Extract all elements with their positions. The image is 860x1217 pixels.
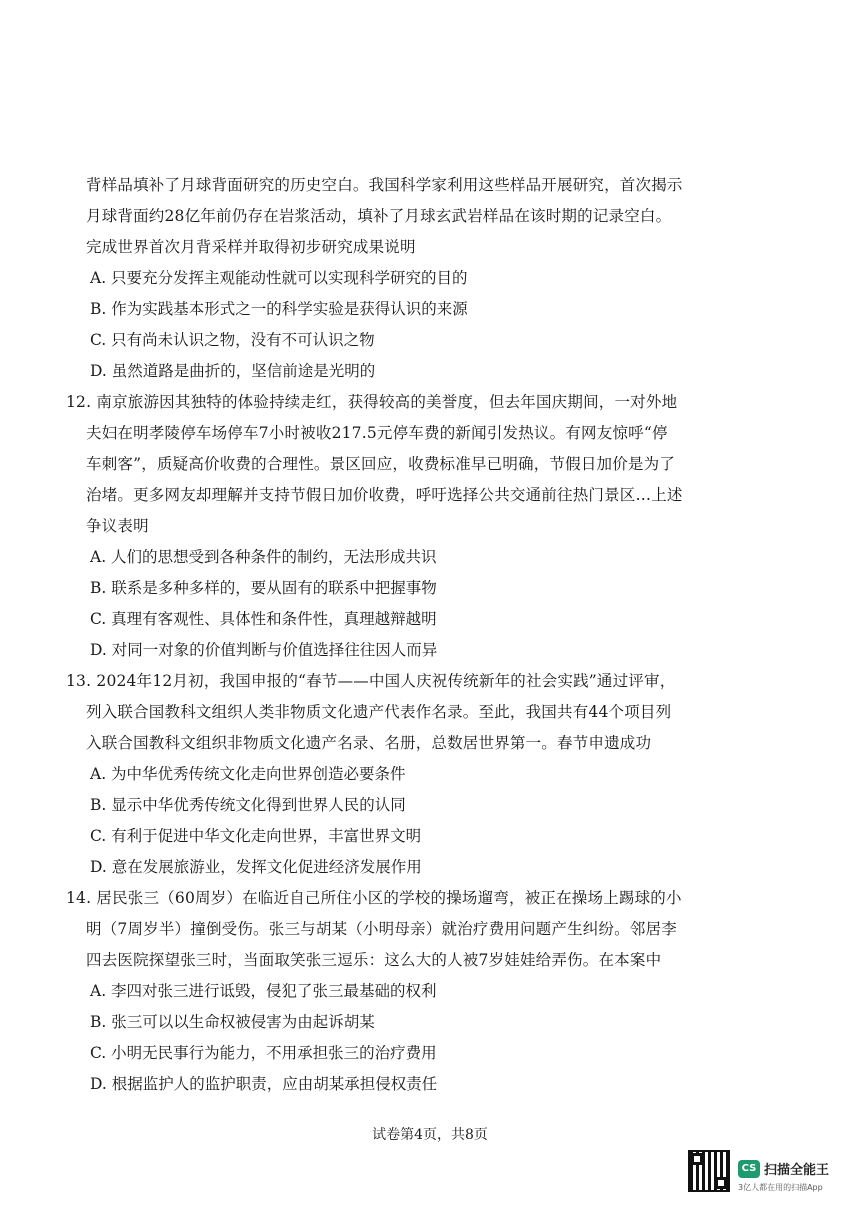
option-a: A. 李四对张三进行诋毁，侵犯了张三最基础的权利: [90, 982, 437, 1000]
stem-line: 完成世界首次月背采样并取得初步研究成果说明: [86, 238, 416, 256]
stem-line: 列入联合国教科文组织人类非物质文化遗产代表作名录。至此，我国共有44个项目列: [86, 703, 672, 721]
page-number: 试卷第4页，共8页: [372, 1127, 488, 1143]
intro-stem: [86, 170, 786, 263]
option-c: C. 小明无民事行为能力，不用承担张三的治疗费用: [90, 1044, 437, 1062]
question-12: [66, 387, 788, 542]
option-b: B. 联系是多种多样的，要从固有的联系中把握事物: [90, 579, 437, 597]
option-b: B. 作为实践基本形式之一的科学实验是获得认识的来源: [90, 300, 468, 318]
stem-line: 12. 南京旅游因其独特的体验持续走红，获得较高的美誉度，但去年国庆期间，一对外地: [66, 393, 678, 411]
stem-line: 四去医院探望张三时，当面取笑张三逗乐：这么大的人被7岁娃娃给弄伤。在本案中: [86, 951, 662, 969]
stem-line: 月球背面约28亿年前仍存在岩浆活动，填补了月球玄武岩样品在该时期的记录空白。: [86, 207, 672, 225]
stem-line: 车刺客”，质疑高价收费的合理性。景区回应，收费标准早已明确，节假日加价是为了: [86, 455, 676, 473]
option-c: C. 真理有客观性、具体性和条件性，真理越辩越明: [90, 610, 437, 628]
stem-line: 争议表明: [86, 517, 149, 535]
option-b: B. 显示中华优秀传统文化得到世界人民的认同: [90, 796, 406, 814]
watermark-tagline: 3亿人都在用的扫描App: [738, 1183, 823, 1192]
option-a: A. 为中华优秀传统文化走向世界创造必要条件: [90, 765, 406, 783]
stem-line: 治堵。更多网友却理解并支持节假日加价收费，呼吁选择公共交通前往热门景区…上述: [86, 486, 683, 504]
option-a: A. 只要充分发挥主观能动性就可以实现科学研究的目的: [90, 269, 468, 287]
option-d: D. 虽然道路是曲折的，坚信前途是光明的: [90, 362, 376, 380]
option-c: C. 只有尚未认识之物，没有不可认识之物: [90, 331, 375, 349]
cs-logo-icon: CS: [738, 1160, 760, 1178]
qr-code-icon: [688, 1150, 730, 1192]
stem-line: 入联合国教科文组织非物质文化遗产名录、名册，总数居世界第一。春节申遗成功: [86, 734, 652, 752]
stem-line: 夫妇在明孝陵停车场停车7小时被收217.5元停车费的新闻引发热议。有网友惊呼“停: [86, 424, 668, 442]
option-d: D. 意在发展旅游业，发挥文化促进经济发展作用: [90, 858, 422, 876]
question-13: [66, 666, 788, 759]
option-c: C. 有利于促进中华文化走向世界，丰富世界文明: [90, 827, 422, 845]
stem-line: 背样品填补了月球背面研究的历史空白。我国科学家利用这些样品开展研究，首次揭示: [86, 176, 683, 194]
stem-line: 14. 居民张三（60周岁）在临近自己所住小区的学校的操场遛弯，被正在操场上踢球的小: [66, 889, 682, 907]
option-d: D. 根据监护人的监护职责，应由胡某承担侵权责任: [90, 1075, 438, 1093]
watermark-app-name: 扫描全能王: [764, 1163, 830, 1178]
scanner-watermark: [688, 1150, 848, 1206]
option-d: D. 对同一对象的价值判断与价值选择往往因人而异: [90, 641, 438, 659]
option-a: A. 人们的思想受到各种条件的制约，无法形成共识: [90, 548, 437, 566]
option-b: B. 张三可以以生命权被侵害为由起诉胡某: [90, 1013, 375, 1031]
stem-line: 明（7周岁半）撞倒受伤。张三与胡某（小明母亲）就治疗费用问题产生纠纷。邻居李: [86, 920, 677, 938]
stem-line: 13. 2024年12月初，我国申报的“春节——中国人庆祝传统新年的社会实践”通过评审，: [66, 672, 676, 690]
question-14: [66, 883, 788, 976]
